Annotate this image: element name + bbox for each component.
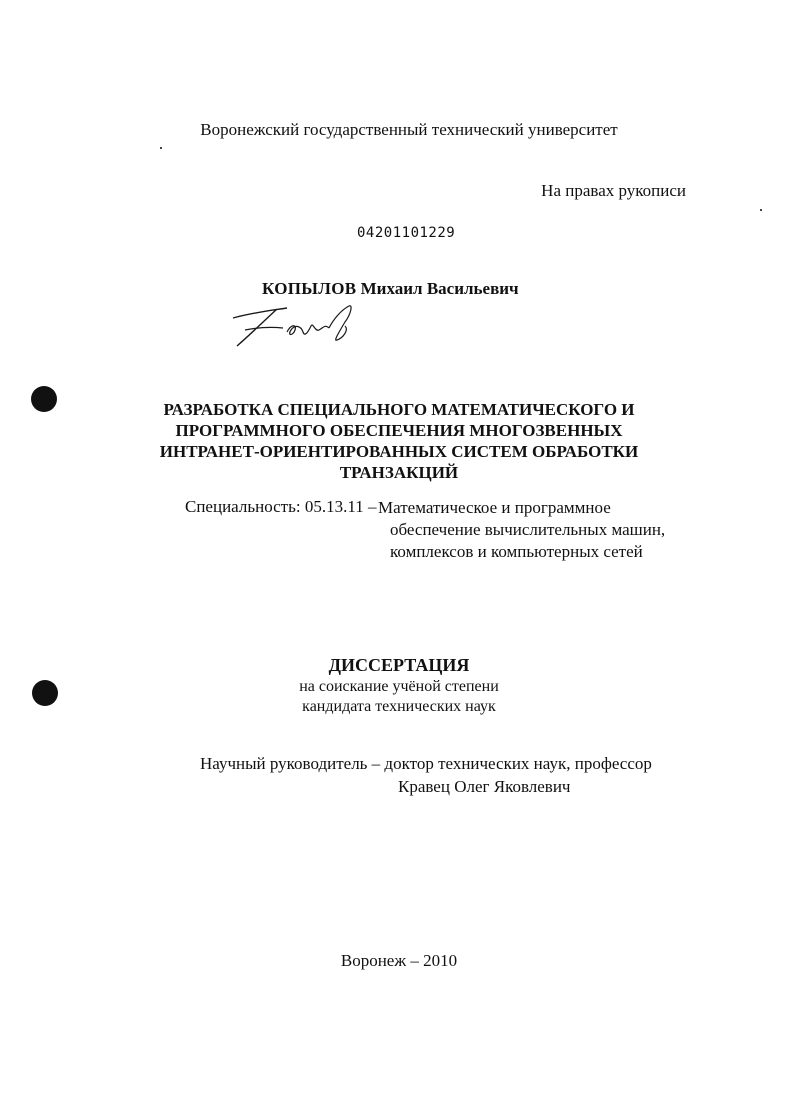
advisor-title: Научный руководитель – доктор технических наук, профессор bbox=[200, 754, 652, 773]
city-year: Воронеж – 2010 bbox=[340, 951, 458, 970]
handwritten-signature-icon bbox=[225, 300, 365, 350]
inventory-number: 04201101229 bbox=[357, 225, 456, 241]
specialty-code: Специальность: 05.13.11 – bbox=[185, 497, 377, 516]
degree-line: кандидата технических наук bbox=[302, 698, 496, 715]
scan-speck bbox=[160, 147, 162, 149]
dissertation-title bbox=[0, 399, 798, 483]
work-type: ДИССЕРТАЦИЯ bbox=[328, 655, 470, 675]
degree-line: на соискание учёной степени bbox=[299, 678, 499, 695]
title-line: ИНТРАНЕТ-ОРИЕНТИРОВАННЫХ СИСТЕМ ОБРАБОТКИ bbox=[159, 442, 639, 461]
title-line: ПРОГРАММНОГО ОБЕСПЕЧЕНИЯ МНОГОЗВЕННЫХ bbox=[175, 421, 623, 440]
advisor-name: Кравец Олег Яковлевич bbox=[398, 777, 571, 796]
scan-speck bbox=[760, 209, 762, 211]
specialty-description bbox=[378, 497, 666, 563]
author-given-names: Михаил Васильевич bbox=[360, 279, 519, 298]
degree-statement bbox=[0, 677, 798, 717]
author-name bbox=[262, 279, 519, 299]
specialty-line: обеспечение вычислительных машин, bbox=[390, 520, 666, 539]
title-line: ТРАНЗАКЦИЙ bbox=[339, 463, 459, 482]
author-family-name: КОПЫЛОВ bbox=[262, 279, 357, 298]
specialty-label bbox=[185, 497, 376, 517]
title-line: РАЗРАБОТКА СПЕЦИАЛЬНОГО МАТЕМАТИЧЕСКОГО И bbox=[163, 400, 635, 419]
specialty-line: комплексов и компьютерных сетей bbox=[390, 542, 643, 561]
university-name: Воронежский государственный технический университет bbox=[200, 120, 618, 139]
specialty-line: Математическое и программное bbox=[378, 498, 611, 517]
manuscript-note: На правах рукописи bbox=[541, 181, 686, 200]
